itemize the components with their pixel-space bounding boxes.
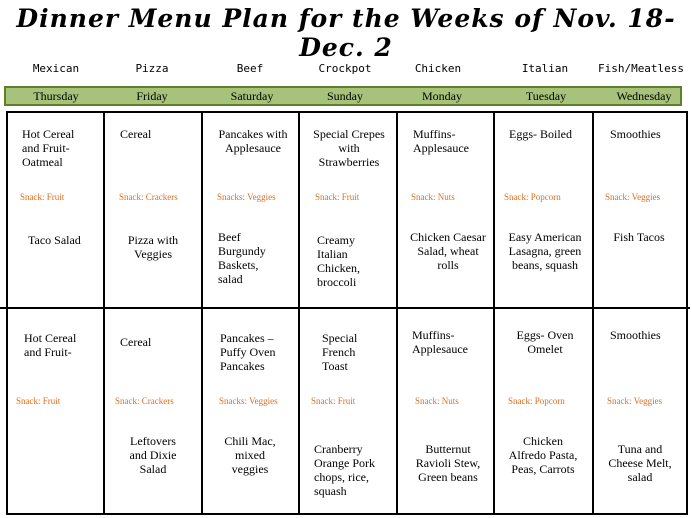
week1-dinner-monday: Chicken Caesar Salad, wheat rolls — [410, 230, 486, 272]
theme-pizza: Pizza — [135, 62, 169, 75]
day-wednesday: Wednesday — [616, 89, 672, 103]
week2-breakfast-thursday: Hot Cereal and Fruit- — [24, 331, 77, 359]
week1-snack-thursday: Snack: Fruit — [20, 192, 65, 202]
theme-fish-meatless: Fish/Meatless — [597, 62, 685, 75]
week2-breakfast-monday: Muffins- Applesauce — [412, 328, 468, 356]
week2-breakfast-tuesday: Eggs- Oven Omelet — [516, 328, 574, 356]
week2-snack-saturday: Snacks: Veggies — [219, 396, 278, 406]
week2-snack-sunday: Snack: Fruit — [311, 396, 356, 406]
week2-dinner-monday: Butternut Ravioli Stew, Green beans — [415, 442, 481, 484]
grid-line-top — [6, 111, 688, 113]
week2-dinner-sunday: Cranberry Orange Pork chops, rice, squash — [314, 442, 375, 498]
page-title: Dinner Menu Plan for the Weeks of Nov. 18- Dec. 2 — [16, 4, 676, 62]
week1-snack-monday: Snack: Nuts — [411, 192, 455, 202]
week2-snack-tuesday: Snack: Popcorn — [508, 396, 565, 406]
week1-dinner-friday: Pizza with Veggies — [127, 233, 179, 261]
week1-snack-tuesday: Snack: Popcorn — [504, 192, 561, 202]
week1-breakfast-sunday: Special Crepes with Strawberries — [313, 127, 385, 169]
week2-snack-friday: Snack: Crackers — [115, 396, 174, 406]
grid-line-col-7 — [686, 111, 688, 515]
week1-breakfast-tuesday: Eggs- Boiled — [509, 127, 572, 141]
week1-breakfast-wednesday: Smoothies — [610, 127, 661, 141]
day-thursday: Thursday — [33, 89, 79, 103]
week1-snack-sunday: Snack: Fruit — [315, 192, 360, 202]
grid-line-col-4 — [396, 111, 398, 515]
week2-snack-thursday: Snack: Fruit — [16, 396, 61, 406]
week2-snack-monday: Snack: Nuts — [415, 396, 459, 406]
week2-dinner-wednesday: Tuna and Cheese Melt, salad — [608, 442, 672, 484]
day-tuesday: Tuesday — [525, 89, 567, 103]
week1-dinner-wednesday: Fish Tacos — [613, 230, 665, 244]
week1-breakfast-thursday: Hot Cereal and Fruit- Oatmeal — [22, 127, 75, 169]
week1-dinner-saturday: Beef Burgundy Baskets, salad — [218, 230, 266, 286]
grid-line-col-6 — [592, 111, 594, 515]
week1-snack-saturday: Snacks: Veggies — [217, 192, 276, 202]
grid-line-col-3 — [298, 111, 300, 515]
day-saturday: Saturday — [230, 89, 274, 103]
week2-breakfast-wednesday: Smoothies — [610, 328, 661, 342]
week1-snack-friday: Snack: Crackers — [119, 192, 178, 202]
week1-breakfast-friday: Cereal — [120, 127, 152, 141]
theme-italian: Italian — [521, 62, 569, 75]
week2-dinner-tuesday: Chicken Alfredo Pasta, Peas, Carrots — [508, 434, 578, 476]
week2-snack-wednesday: Snack: Veggies — [607, 396, 663, 406]
week1-breakfast-monday: Muffins- Applesauce — [413, 127, 469, 155]
week1-dinner-thursday: Taco Salad — [28, 233, 81, 247]
week2-breakfast-saturday: Pancakes – Puffy Oven Pancakes — [220, 331, 276, 373]
week2-dinner-saturday: Chili Mac, mixed veggies — [224, 434, 276, 476]
week1-snack-wednesday: Snack: Veggies — [605, 192, 661, 202]
week1-breakfast-saturday: Pancakes with Applesauce — [218, 127, 288, 155]
grid-line-col-0 — [6, 111, 8, 515]
grid-line-col-1 — [103, 111, 105, 515]
week1-dinner-sunday: Creamy Italian Chicken, broccoli — [317, 233, 360, 289]
grid-line-col-2 — [201, 111, 203, 515]
week2-breakfast-friday: Cereal — [120, 335, 152, 349]
week1-dinner-tuesday: Easy American Lasagna, green beans, squash — [508, 230, 582, 272]
theme-crockpot: Crockpot — [318, 62, 372, 75]
theme-beef: Beef — [236, 62, 264, 75]
week2-dinner-friday: Leftovers and Dixie Salad — [129, 434, 177, 476]
theme-mexican: Mexican — [32, 62, 80, 75]
day-sunday: Sunday — [327, 89, 363, 103]
day-friday: Friday — [136, 89, 168, 103]
grid-line-col-5 — [493, 111, 495, 515]
theme-chicken: Chicken — [414, 62, 462, 75]
week2-breakfast-sunday: Special French Toast — [322, 331, 358, 373]
day-monday: Monday — [422, 89, 462, 103]
grid-line-bottom — [6, 513, 688, 515]
